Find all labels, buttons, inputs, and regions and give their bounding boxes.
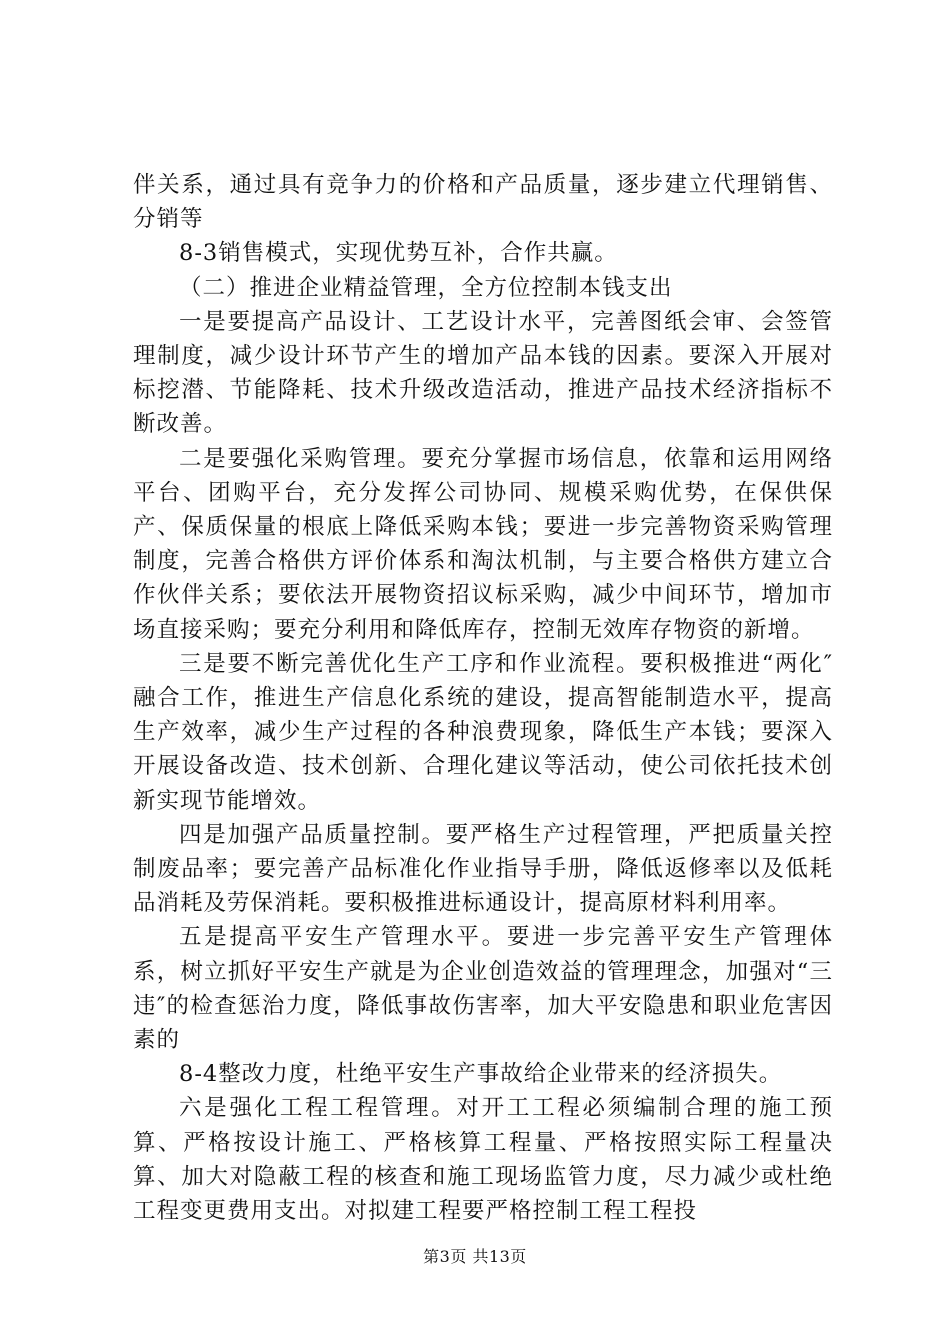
paragraph-5: 三是要不断完善优化生产工序和作业流程。要积极推进“两化″融合工作，推进生产信息化系统的建设，提高智能制造水平，提高生产效率，减少生产过程的各种浪费现象，降低生产本钱；要深入开展设备改造、技术创新、合理化建议等活动，使公司依托技术创新实现节能增效。	[133, 650, 833, 814]
paragraph-1: 伴关系，通过具有竞争力的价格和产品质量，逐步建立代理销售、分销等	[133, 172, 833, 233]
paragraph-7: 五是提高平安生产管理水平。要进一步完善平安生产管理体系，树立抓好平安生产就是为企业创造效益的管理理念，加强对“三违″的检查惩治力度，降低事故伤害率，加大平安隐患和职业危害因素的	[133, 924, 833, 1054]
paragraph-8: 8-4整改力度，杜绝平安生产事故给企业带来的经济损失。	[179, 1061, 783, 1088]
paragraph-6: 四是加强产品质量控制。要严格生产过程管理，严把质量关控制废品率；要完善产品标准化作业指导手册，降低返修率以及低耗品消耗及劳保消耗。要积极推进标通设计，提高原材料利用率。	[133, 821, 833, 917]
section-heading: （二）推进企业精益管理，全方位控制本钱支出	[179, 274, 673, 301]
paragraph-2: 8-3销售模式，实现优势互补，合作共赢。	[179, 240, 618, 267]
paragraph-4: 二是要强化采购管理。要充分掌握市场信息，依靠和运用网络平台、团购平台，充分发挥公司协同、规模采购优势，在保供保产、保质保量的根底上降低采购本钱；要进一步完善物资采购管理制度，完善合格供方评价体系和淘汰机制，与主要合格供方建立合作伙伴关系；要依法开展物资招议标采购，减少中间环节，增加市场直接采购；要充分利用和降低库存，控制无效库存物资的新增。	[133, 445, 833, 643]
page-number: 第3页 共13页	[423, 1247, 527, 1266]
paragraph-9: 六是强化工程工程管理。对开工工程必须编制合理的施工预算、严格按设计施工、严格核算工程量、严格按照实际工程量决算、加大对隐蔽工程的核查和施工现场监管力度，尽力减少或杜绝工程变更费用支出。对拟建工程要严格控制工程工程投	[133, 1095, 833, 1225]
paragraph-3: 一是要提高产品设计、工艺设计水平，完善图纸会审、会签管理制度，减少设计环节产生的增加产品本钱的因素。要深入开展对标挖潜、节能降耗、技术升级改造活动，推进产品技术经济指标不断改善。	[133, 308, 833, 438]
document-body	[133, 168, 833, 1228]
